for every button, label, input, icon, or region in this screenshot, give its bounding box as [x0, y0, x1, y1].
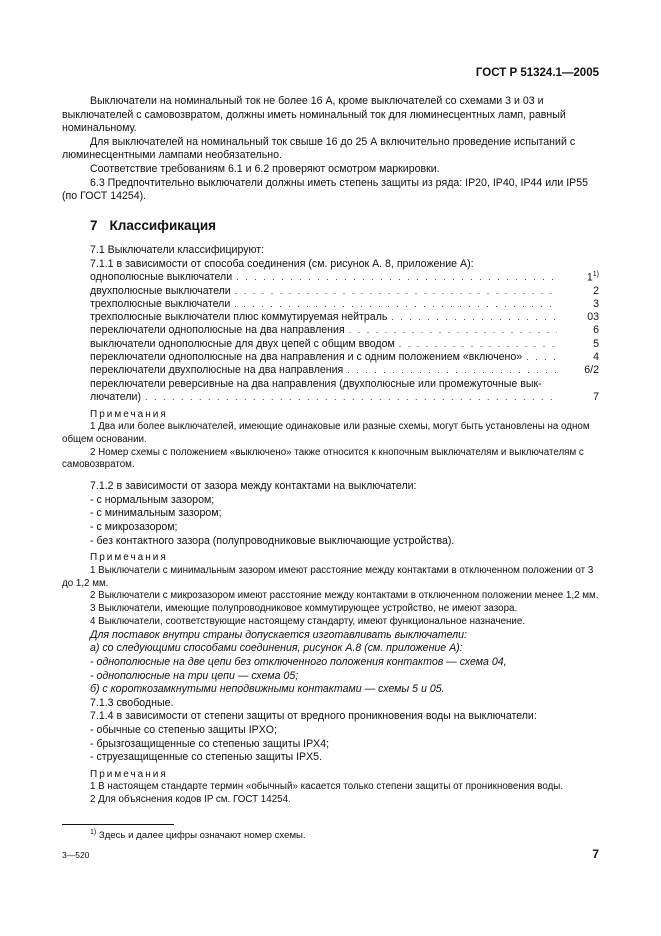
italic-line: - однополюсные на две цепи без отключенного положения контактов — схема 04,: [90, 656, 507, 669]
list-item: переключатели однополюсные на два направления и с одним положением «включено» . . . 4: [62, 351, 599, 364]
list-item: - с нормальным зазором;: [90, 493, 215, 506]
paragraph: Для выключателей на номинальный ток свыше 16 до 25 А включительно проведение испытаний с люминесцентными лампами необязательно.: [62, 135, 576, 162]
clause-7-1-3: 7.1.3 свободные.: [90, 696, 174, 709]
note: 2 Для объяснения кодов IP см. ГОСТ 14254.: [90, 794, 291, 806]
clause-7-1-1: 7.1.1 в зависимости от способа соединения (см. рисунок А. 8, приложение А):: [90, 257, 474, 270]
notes-label: Примечания: [90, 408, 168, 420]
print-code: 3—520: [62, 850, 90, 860]
list-item: однополюсные выключатели . . . 1$^{1)}$: [62, 272, 599, 285]
clause-7-1-2: 7.1.2 в зависимости от зазора между контактами на выключатели:: [90, 480, 417, 493]
list-item: трехполюсные выключатели . . . 3: [62, 298, 599, 311]
note: 4 Выключатели, соответствующие настоящему стандарту, имеют функциональное назначение.: [90, 616, 526, 628]
connection-list: [62, 272, 599, 405]
list-item: - без контактного зазора (полупроводниковые выключающие устройства).: [90, 534, 455, 547]
section-title: Классификация: [109, 217, 217, 233]
list-item: - обычные со степенью защиты IPXO;: [90, 723, 277, 736]
note: 2 Выключатели с микрозазором имеют расстояние между контактами в отключенном положении менее 1,2 мм.: [90, 590, 599, 602]
list-item: переключатели однополюсные на два направления . . . 6: [62, 325, 599, 338]
paragraph: Соответствие требованиям 6.1 и 6.2 проверяют осмотром маркировки.: [90, 162, 440, 175]
section-heading: [90, 219, 599, 233]
italic-line: - однополюсные на три цепи — схема 05;: [90, 669, 299, 682]
list-item: переключатели реверсивные на два направления (двухполюсные или промежуточные вык-: [90, 377, 542, 390]
list-item: выключатели однополюсные для двух цепей с общим вводом . . . 5: [62, 338, 599, 351]
list-item: - струезащищенные со степенью защиты IPX5.: [90, 751, 323, 764]
italic-line: Для поставок внутри страны допускается изготавливать выключатели:: [90, 628, 467, 641]
italic-line: а) со следующими способами соединения, рисунок А.8 (см. приложение А):: [90, 642, 463, 655]
note: 3 Выключатели, имеющие полупроводниковое коммутирующее устройство, не имеют зазора.: [90, 603, 518, 615]
document-header: ГОСТ Р 51324.1—2005: [475, 67, 599, 79]
page-body: [62, 95, 599, 807]
notes-label: Примечания: [90, 768, 168, 780]
notes-label: Примечания: [90, 552, 168, 564]
list-item: трехполюсные выключатели плюс коммутируемая нейтраль . . . 03: [62, 311, 599, 324]
footnote: $^{1)}$ Здесь и далее цифры означают номер схемы.: [90, 829, 306, 842]
note: 1 Выключатели с минимальным зазором имеют расстояние между контактами в отключенном положении от 3 до 1,2 мм.: [62, 564, 594, 589]
list-item: - брызгозащищенные со степенью защиты IPX4;: [90, 737, 330, 750]
list-item: - с минимальным зазором;: [90, 507, 222, 520]
note: 1 В настоящем стандарте термин «обычный» касается только степени защиты от проникновения воды.: [90, 781, 564, 793]
note: 2 Номер схемы с положением «выключено» также относится к кнопочным выключателям и выключателям с самовозвратом.: [62, 446, 584, 471]
list-item: лючатели) . . . 7: [62, 391, 599, 404]
paragraph: Выключатели на номинальный ток не более 16 А, кроме выключателей со схемами 3 и 03 и выключателей с самовозвратом, должны иметь номинальный ток для люминесцентных ламп, равный номинальному.: [62, 95, 566, 135]
page-number: 7: [592, 847, 599, 861]
list-item: переключатели двухполюсные на два направления . . . 6/2: [62, 365, 599, 378]
clause-7-1-4: 7.1.4 в зависимости от степени защиты от вредного проникновения воды на выключатели:: [90, 710, 537, 723]
note: 1 Два или более выключателей, имеющие одинаковые или разные схемы, могут быть установлены на одном общем основании.: [62, 421, 590, 445]
paragraph: 6.3 Предпочтительно выключатели должны иметь степень защиты из ряда: IP20, IP40, IP44 или IP55 (по ГОСТ 14254).: [62, 176, 589, 203]
list-item: - с микрозазором;: [90, 521, 178, 534]
list-item: двухполюсные выключатели . . . 2: [62, 285, 599, 298]
clause-7-1: 7.1 Выключатели классифицируют:: [90, 244, 265, 257]
italic-line: б) с короткозамкнутыми неподвижными контактами — схемы 5 и 05.: [90, 683, 445, 696]
section-number: 7: [90, 217, 98, 233]
footnote-divider: [62, 824, 174, 825]
